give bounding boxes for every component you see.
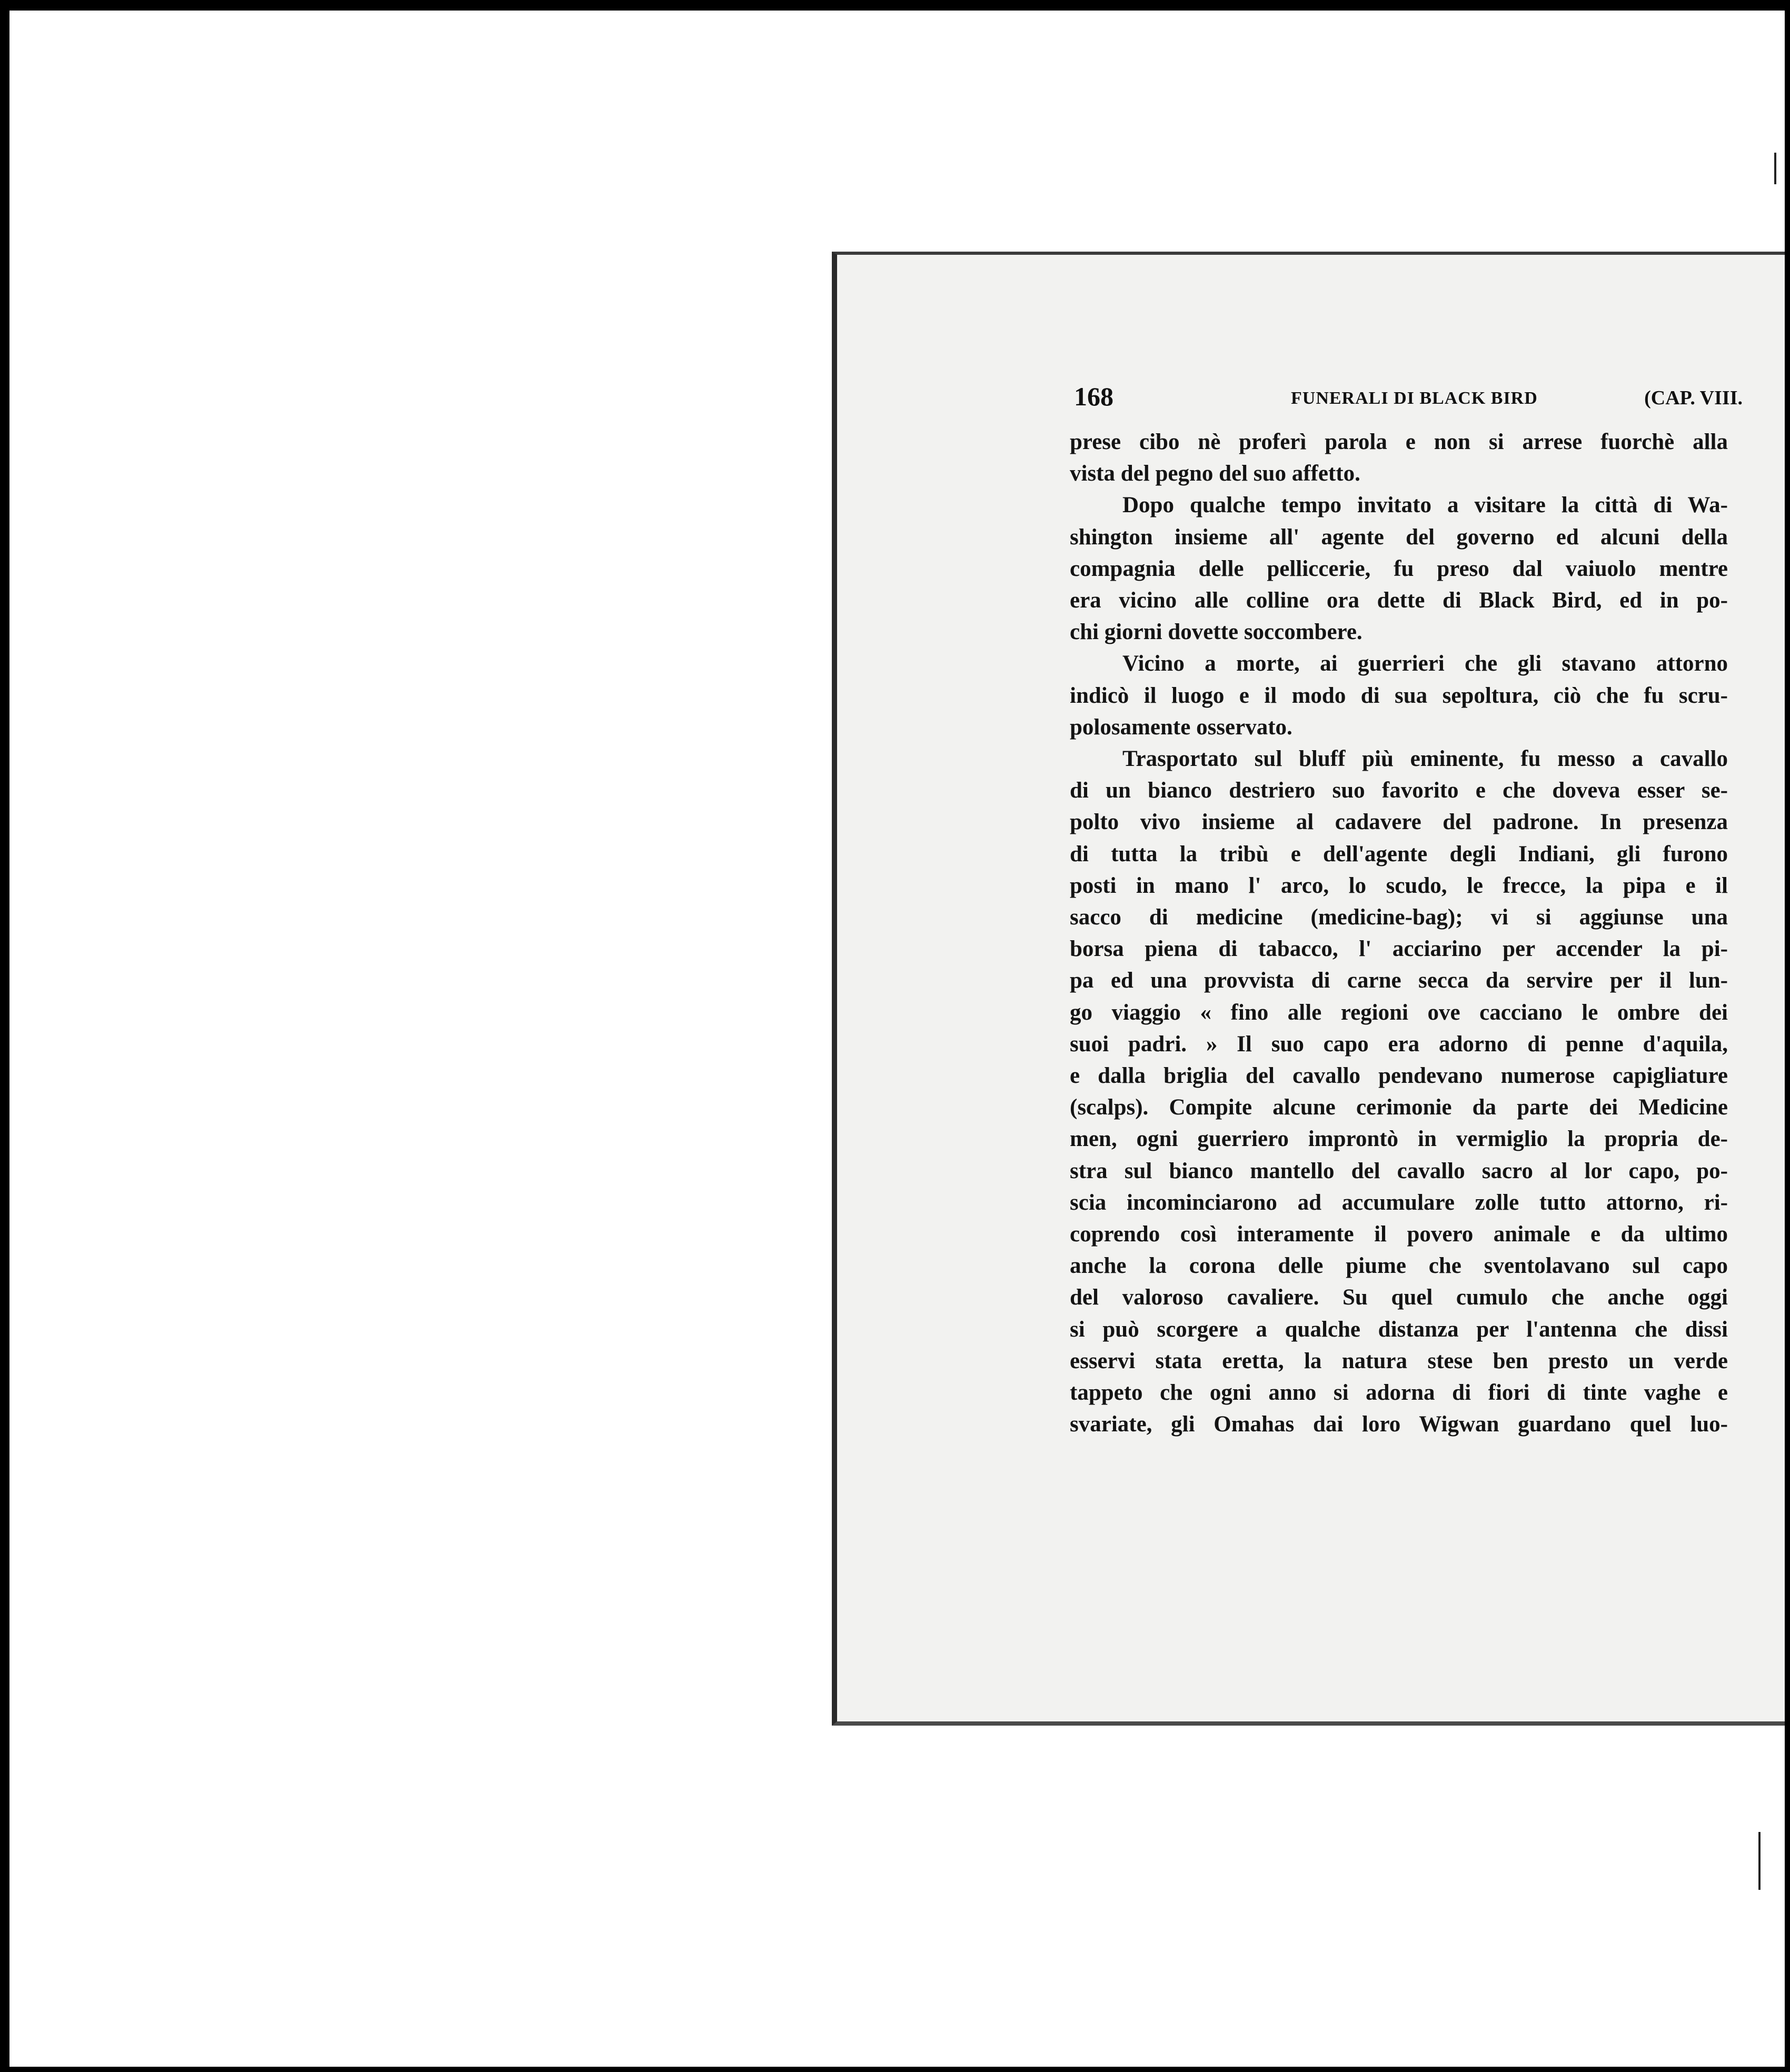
- text-line: e dalla briglia del cavallo pendevano numerose capigliature: [1070, 1063, 1728, 1089]
- text-line: tappeto che ogni anno si adorna di fiori di tinte vaghe e: [1070, 1380, 1728, 1406]
- text-line: shington insieme all' agente del governo ed alcuni della: [1070, 524, 1728, 550]
- chapter-label: (CAP. VIII.: [1644, 387, 1743, 409]
- text-line: era vicino alle colline ora dette di Black Bird, ed in po-: [1070, 588, 1728, 613]
- text-line: pa ed una provvista di carne secca da servire per il lun-: [1070, 968, 1728, 993]
- text-line: polto vivo insieme al cadavere del padrone. In presenza: [1070, 810, 1728, 835]
- text-line: compagnia delle pelliccerie, fu preso dal vaiuolo mentre: [1070, 556, 1728, 581]
- text-line: scia incominciarono ad accumulare zolle tutto attorno, ri-: [1070, 1190, 1728, 1215]
- text-line: svariate, gli Omahas dai loro Wigwan guardano quel luo-: [1070, 1412, 1728, 1437]
- text-line: prese cibo nè proferì parola e non si arrese fuorchè alla: [1070, 430, 1728, 454]
- running-head: [1074, 381, 1743, 418]
- text-line: di tutta la tribù e dell'agente degli Indiani, gli furono: [1070, 841, 1728, 866]
- text-line: stra sul bianco mantello del cavallo sacro al lor capo, po-: [1070, 1158, 1728, 1183]
- text-line: indicò il luogo e il modo di sua sepoltura, ciò che fu scru-: [1070, 683, 1728, 708]
- text-line: borsa piena di tabacco, l' acciarino per accender la pi-: [1070, 937, 1728, 962]
- text-line: esservi stata eretta, la natura stese ben presto un verde: [1070, 1348, 1728, 1373]
- body-text: [1070, 426, 1728, 1441]
- text-line: go viaggio « fino alle regioni ove cacciano le ombre dei: [1070, 1000, 1728, 1025]
- text-line: posti in mano l' arco, lo scudo, le frecce, la pipa e il: [1070, 873, 1728, 898]
- text-line: sacco di medicine (medicine-bag); vi si aggiunse una: [1070, 905, 1728, 930]
- running-title: FUNERALI DI BLACK BIRD: [1291, 388, 1538, 408]
- text-line: di un bianco destriero suo favorito e che doveva esser se-: [1070, 778, 1728, 803]
- text-line: Vicino a morte, ai guerrieri che gli stavano attorno: [1122, 651, 1728, 676]
- text-line: Trasportato sul bluff più eminente, fu messo a cavallo: [1122, 746, 1728, 772]
- text-line: polosamente osservato.: [1070, 714, 1292, 740]
- text-line: vista del pegno del suo affetto.: [1070, 461, 1360, 486]
- page-number: 168: [1074, 382, 1113, 411]
- text-line: del valoroso cavaliere. Su quel cumulo che anche oggi: [1070, 1285, 1728, 1310]
- scan-edge-mark: [1758, 1832, 1761, 1890]
- text-line: (scalps). Compite alcune cerimonie da parte dei Medicine: [1070, 1095, 1728, 1120]
- text-line: Dopo qualche tempo invitato a visitare la città di Wa-: [1122, 493, 1728, 518]
- scan-edge-mark: [1774, 153, 1776, 184]
- text-line: chi giorni dovette soccombere.: [1070, 620, 1363, 645]
- text-line: men, ogni guerriero improntò in vermiglio la propria de-: [1070, 1127, 1728, 1152]
- text-line: anche la corona delle piume che sventolavano sul capo: [1070, 1253, 1728, 1279]
- text-line: coprendo così interamente il povero animale e da ultimo: [1070, 1222, 1728, 1247]
- text-line: suoi padri. » Il suo capo era adorno di penne d'aquila,: [1070, 1031, 1728, 1057]
- text-line: si può scorgere a qualche distanza per l'antenna che dissi: [1070, 1317, 1728, 1342]
